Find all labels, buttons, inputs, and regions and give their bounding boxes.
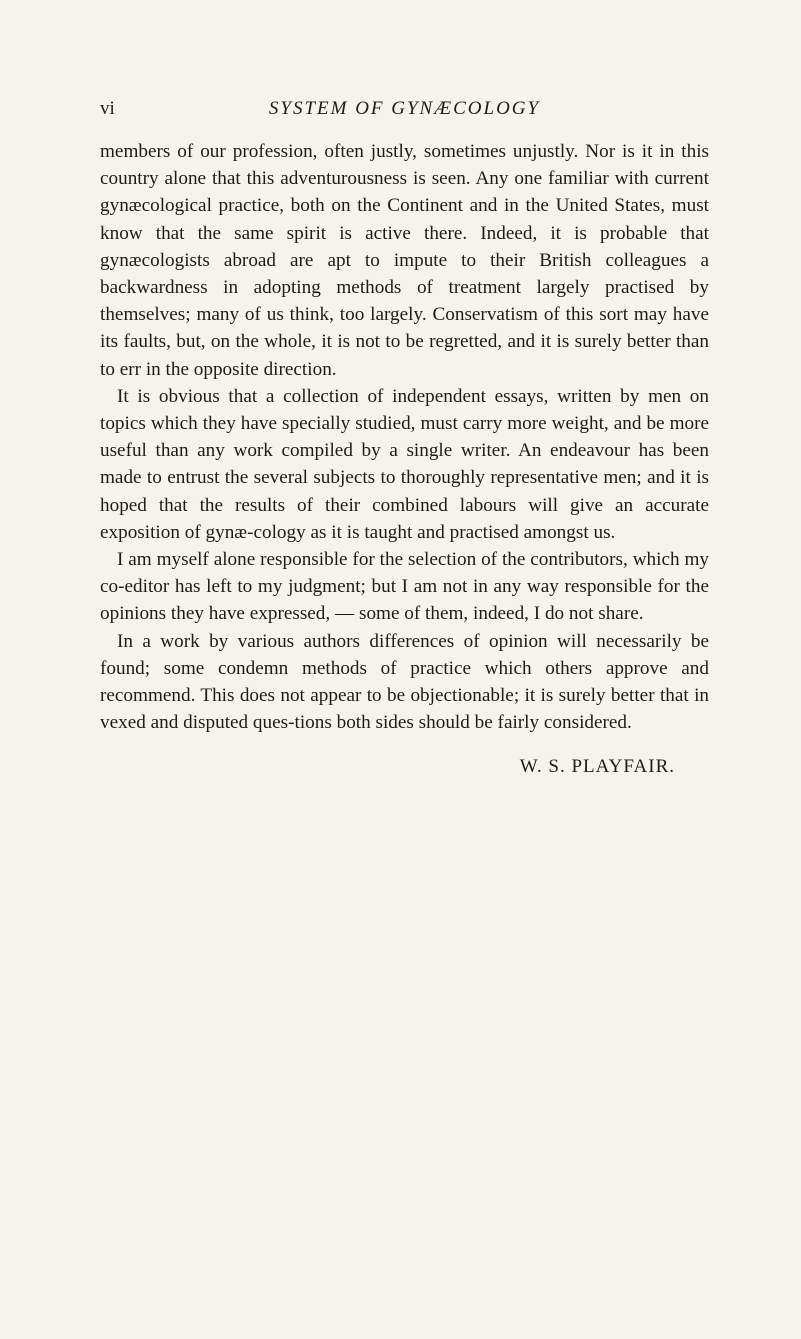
page-number: vi [100,98,115,119]
paragraph: In a work by various authors differences of opinion will necessarily be found; some condemn methods of practice which others approve and recommend. This does not appear to be objectionable; it is surely better that in vexed and disputed ques-tions both sides should be fairly considered. [100,630,709,734]
signature: W. S. PLAYFAIR. [519,756,675,778]
page-content [100,96,709,778]
paragraph: I am myself alone responsible for the selection of the contributors, which my co-editor has left to my judgment; but I am not in any way responsible for the opinions they have expressed, — some of them, indeed, I do not share. [100,549,709,625]
paragraph: It is obvious that a collection of independent essays, written by men on topics which they have specially studied, must carry more weight, and be more useful than any work compiled by a single writer. An endeavour has been made to entrust the several subjects to thoroughly representative men; and it is hoped that the results of their combined labours will give an accurate exposition of gynæ-cology as it is taught and practised amongst us. [100,385,709,543]
paragraph: members of our profession, often justly, sometimes unjustly. Nor is it in this country alone that this adventurousness is seen. Any one familiar with current gynæcological practice, both on the Continent and in the United States, must know that the same spirit is active there. Indeed, it is probable that gynæcologists abroad are apt to impute to their British colleagues a backwardness in adopting methods of treatment largely practised by themselves; many of us think, too largely. Conservatism of this sort may have its faults, but, on the whole, it is not to be regretted, and it is surely better than to err in the opposite direction. [100,141,709,380]
body-text [100,138,709,736]
running-head [100,96,709,126]
running-title: SYSTEM OF GYNÆCOLOGY [268,98,541,119]
